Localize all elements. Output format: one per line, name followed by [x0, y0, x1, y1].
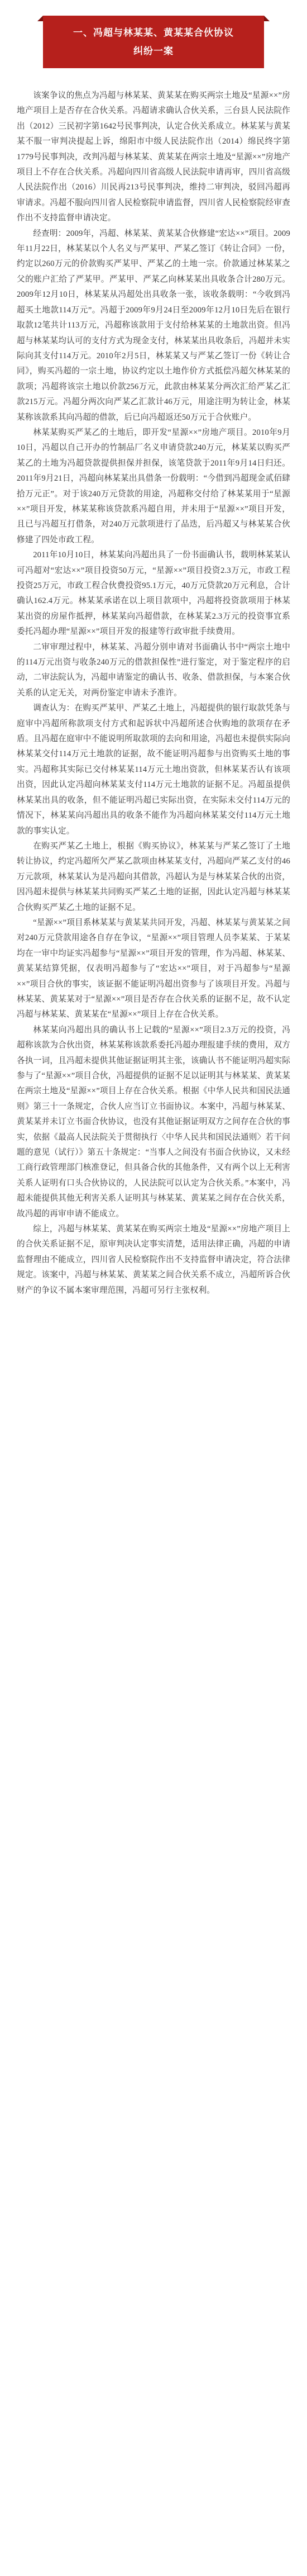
article-body	[17, 88, 290, 1298]
banner-fold-left	[37, 16, 43, 21]
paragraph: 综上，冯超与林某某、黄某某在购买两宗土地及“星源××”房地产项目上的合伙关系证据不足，原审判决认定事实清楚，适用法律正确，冯超的申请监督理由不能成立，四川省人民检察院作出不支持监督申请决定，符合法律规定。该案中，冯超与林某某、黄某某之间合伙关系不成立，冯超所诉合伙财产的争议不属本案审理范围，冯超可另行主张权利。	[17, 1225, 290, 1295]
paragraph: 2011年10月10日，林某某向冯超出具了一份书面确认书，载明林某某认可冯超对“宏达××”项目投资50万元，“星源××”项目投资2.3万元，市政工程投资25万元，市政工程合伙费投资95.1万元，40万元贷款20万元利息，合计确认162.4万元。林某某承诺在以上项目款项中，冯超将投资款项用于林某某出资的房屋作抵押，林某某向冯超借款，在林某某2.3万元的投资事宜系委托冯超办理“星源××”项目开发的报建等行政审批手续费用。	[17, 551, 290, 637]
paragraph: 林某某购买严某乙的土地后，即开发“星源××”房地产项目。2010年9月10日，冯超以自己开办的竹制品厂名义申请贷款240万元，林某某以购买严某乙的土地为冯超贷款提供担保并担保，该笔贷款于2011年9月14日归还。2011年9月21日，冯超向林某某出具借条一份载明：“今借到冯超现金贰佰肆拾万元正”。对于该240万元贷款的用途，冯超称交付给了林某某用于“星源××”项目开发，林某某称该贷款系冯超自用，并未用于“星源××”项目开发，且已与冯超互打借条，对240万元款项进行了品迭，后冯超又与林某某合伙修建了四处市政工程。	[17, 428, 290, 544]
paragraph: 林某某向冯超出具的确认书上记载的“星源××”项目2.3万元的投资，冯超称该款为合伙出资，林某某称该款系委托冯超办理报建手续的费用，双方各执一词，且冯超未提供其他证据证明其主张，该确认书不能证明冯超实际参与了“星源××”项目合伙，冯超提供的证据不足以证明其与林某某、黄某某在两宗土地及“星源××”项目上存在合伙关系。根据《中华人民共和国民法通则》第三十一条规定，合伙人应当订立书面协议。本案中，冯超与林某某、黄某某并未订立书面合伙协议，也没有其他证据证明双方之间存在合伙的事实，依据《最高人民法院关于贯彻执行〈中华人民共和国民法通则〉若干问题的意见（试行）》第五十条规定：“当事人之间没有书面合伙协议，又未经工商行政管理部门核准登记，但具备合伙的其他条件，又有两个以上无利害关系人证明有口头合伙协议的，人民法院可以认定为合伙关系。”本案中，冯超未能提供其他无利害关系人证明其与林某某、黄某某之间存在合伙关系，故冯超的再审申请不能成立。	[17, 1025, 290, 1218]
paragraph: 该案争议的焦点为冯超与林某某、黄某某在购买两宗土地及“星源××”房地产项目上是否存在合伙关系。冯超请求确认合伙关系，三台县人民法院作出（2012）三民初字第1642号民事判决，认定合伙关系成立。林某某与黄某某不服一审判决提起上诉，绵阳市中级人民法院作出（2014）绵民终字第1779号民事判决，改判冯超与林某某、黄某某在两宗土地及“星源××”房地产项目上不存在合伙关系。冯超向四川省高级人民法院申请再审，四川省高级人民法院作出（2016）川民再213号民事判决，维持二审判决，驳回冯超再审请求。冯超不服向四川省人民检察院申请监督，四川省人民检察院经审查作出不支持监督申请决定。	[17, 91, 290, 223]
paragraph: 调查认为：在购买严某甲、严某乙土地上，冯超提供的银行取款凭条与庭审中冯超所称款项支付方式和起诉状中冯超所述合伙购地的款项存在矛盾。且冯超在庭审中不能说明所取款项的去向和用途，冯超也未提供实际向林某某交付114万元土地款的证据，故不能证明冯超参与出资购买土地的事实。冯超称其实际已交付林某某114万元土地出资款，但林某某否认有该项出资，因此认定冯超向林某某支付114万元土地款的证据不足。冯超虽提供林某某出具的收条，但不能证明冯超已实际出资，在实际未交付114万元的情况下，林某某向冯超出具的收条不能作为冯超向林某某交付114万元土地款的事实认定。	[17, 704, 290, 836]
banner-fold-right	[264, 16, 270, 21]
section-title-line-2: 纠纷一案	[133, 46, 174, 56]
paragraph: 在购买严某乙土地上，根据《购买协议》，林某某与严某乙签订了土地转让协议，约定冯超所欠严某乙款项由林某某支付，冯超向严某乙支付的46万元款项，林某某认为是冯超向其借款，冯超认为是与林某某合伙的出资，因冯超未提供与林某某共同购买严某乙土地的证据，因此认定冯超与林某某合伙购买严某乙土地的证据不足。	[17, 841, 290, 912]
paragraph: 经查明：2009年，冯超、林某某、黄某某合伙修建“宏达××”项目。2009年11月22日，林某某以个人名义与严某甲、严某乙签订《转让合同》一份，约定以260万元的价款购买严某甲、严某乙的土地一宗。价款通过林某某之父的账户汇给了严某甲。严某甲、严某乙向林某某出具收条合计280万元。2009年12月10日，林某某从冯超处出具收条一张，该收条载明：“今收到冯超买土地款114万元”。冯超于2009年9月24日至2009年12月10日先后在银行取款12笔共计113万元，冯超称该款用于支付给林某某的土地款出资。但冯超与林某某均认可的支付方式为现金支付，林某某出具收条后，冯超并未实际向其支付114万元。2010年2月5日，林某某又与严某乙签订一份《转让合同》，购买冯超的一宗土地，协议约定以土地作价方式抵偿冯超欠林某某的款项；冯超将该宗土地以价款256万元，此款由林某某分两次汇给严某乙汇款215万元。冯超分两次向严某乙汇款计46万元，用途注明为转让金，林某某称该款系其向冯超的借款，后已向冯超返还50万元于合伙账户。	[17, 229, 290, 422]
section-title-line-1: 一、冯超与林某某、黄某某合伙协议	[73, 27, 234, 38]
paragraph: 二审审理过程中，林某某、冯超分别申请对书面确认书中“两宗土地中的114万元出资与收条240万元的借款担保性”进行鉴定，对于鉴定程序的启动，二审法院认为，冯超申请鉴定的确认书、收条、借款担保，与本案合伙关系的认定无关，对两份鉴定申请未予准许。	[17, 642, 290, 698]
paragraph: “星源××”项目系林某某与黄某某共同开发，冯超、林某某与黄某某之间对240万元贷款用途各自存在争议，“星源××”项目管理人员李某某、于某某均在一审中均证实冯超参与“星源××”项目开发的管理，作为冯超、林某某、黄某某结算凭据，仅表明冯超参与了“宏达××”项目，对于冯超参与“星源××”项目合伙的事实，该证据不能证明冯超出资参与了该项目开发。冯超与林某某、黄某某对于“星源××”项目是否存在合伙关系的证据不足，故不认定冯超与林某某、黄某某在“星源××”项目上存在合伙关系。	[17, 918, 290, 1019]
section-title-banner	[43, 16, 264, 68]
